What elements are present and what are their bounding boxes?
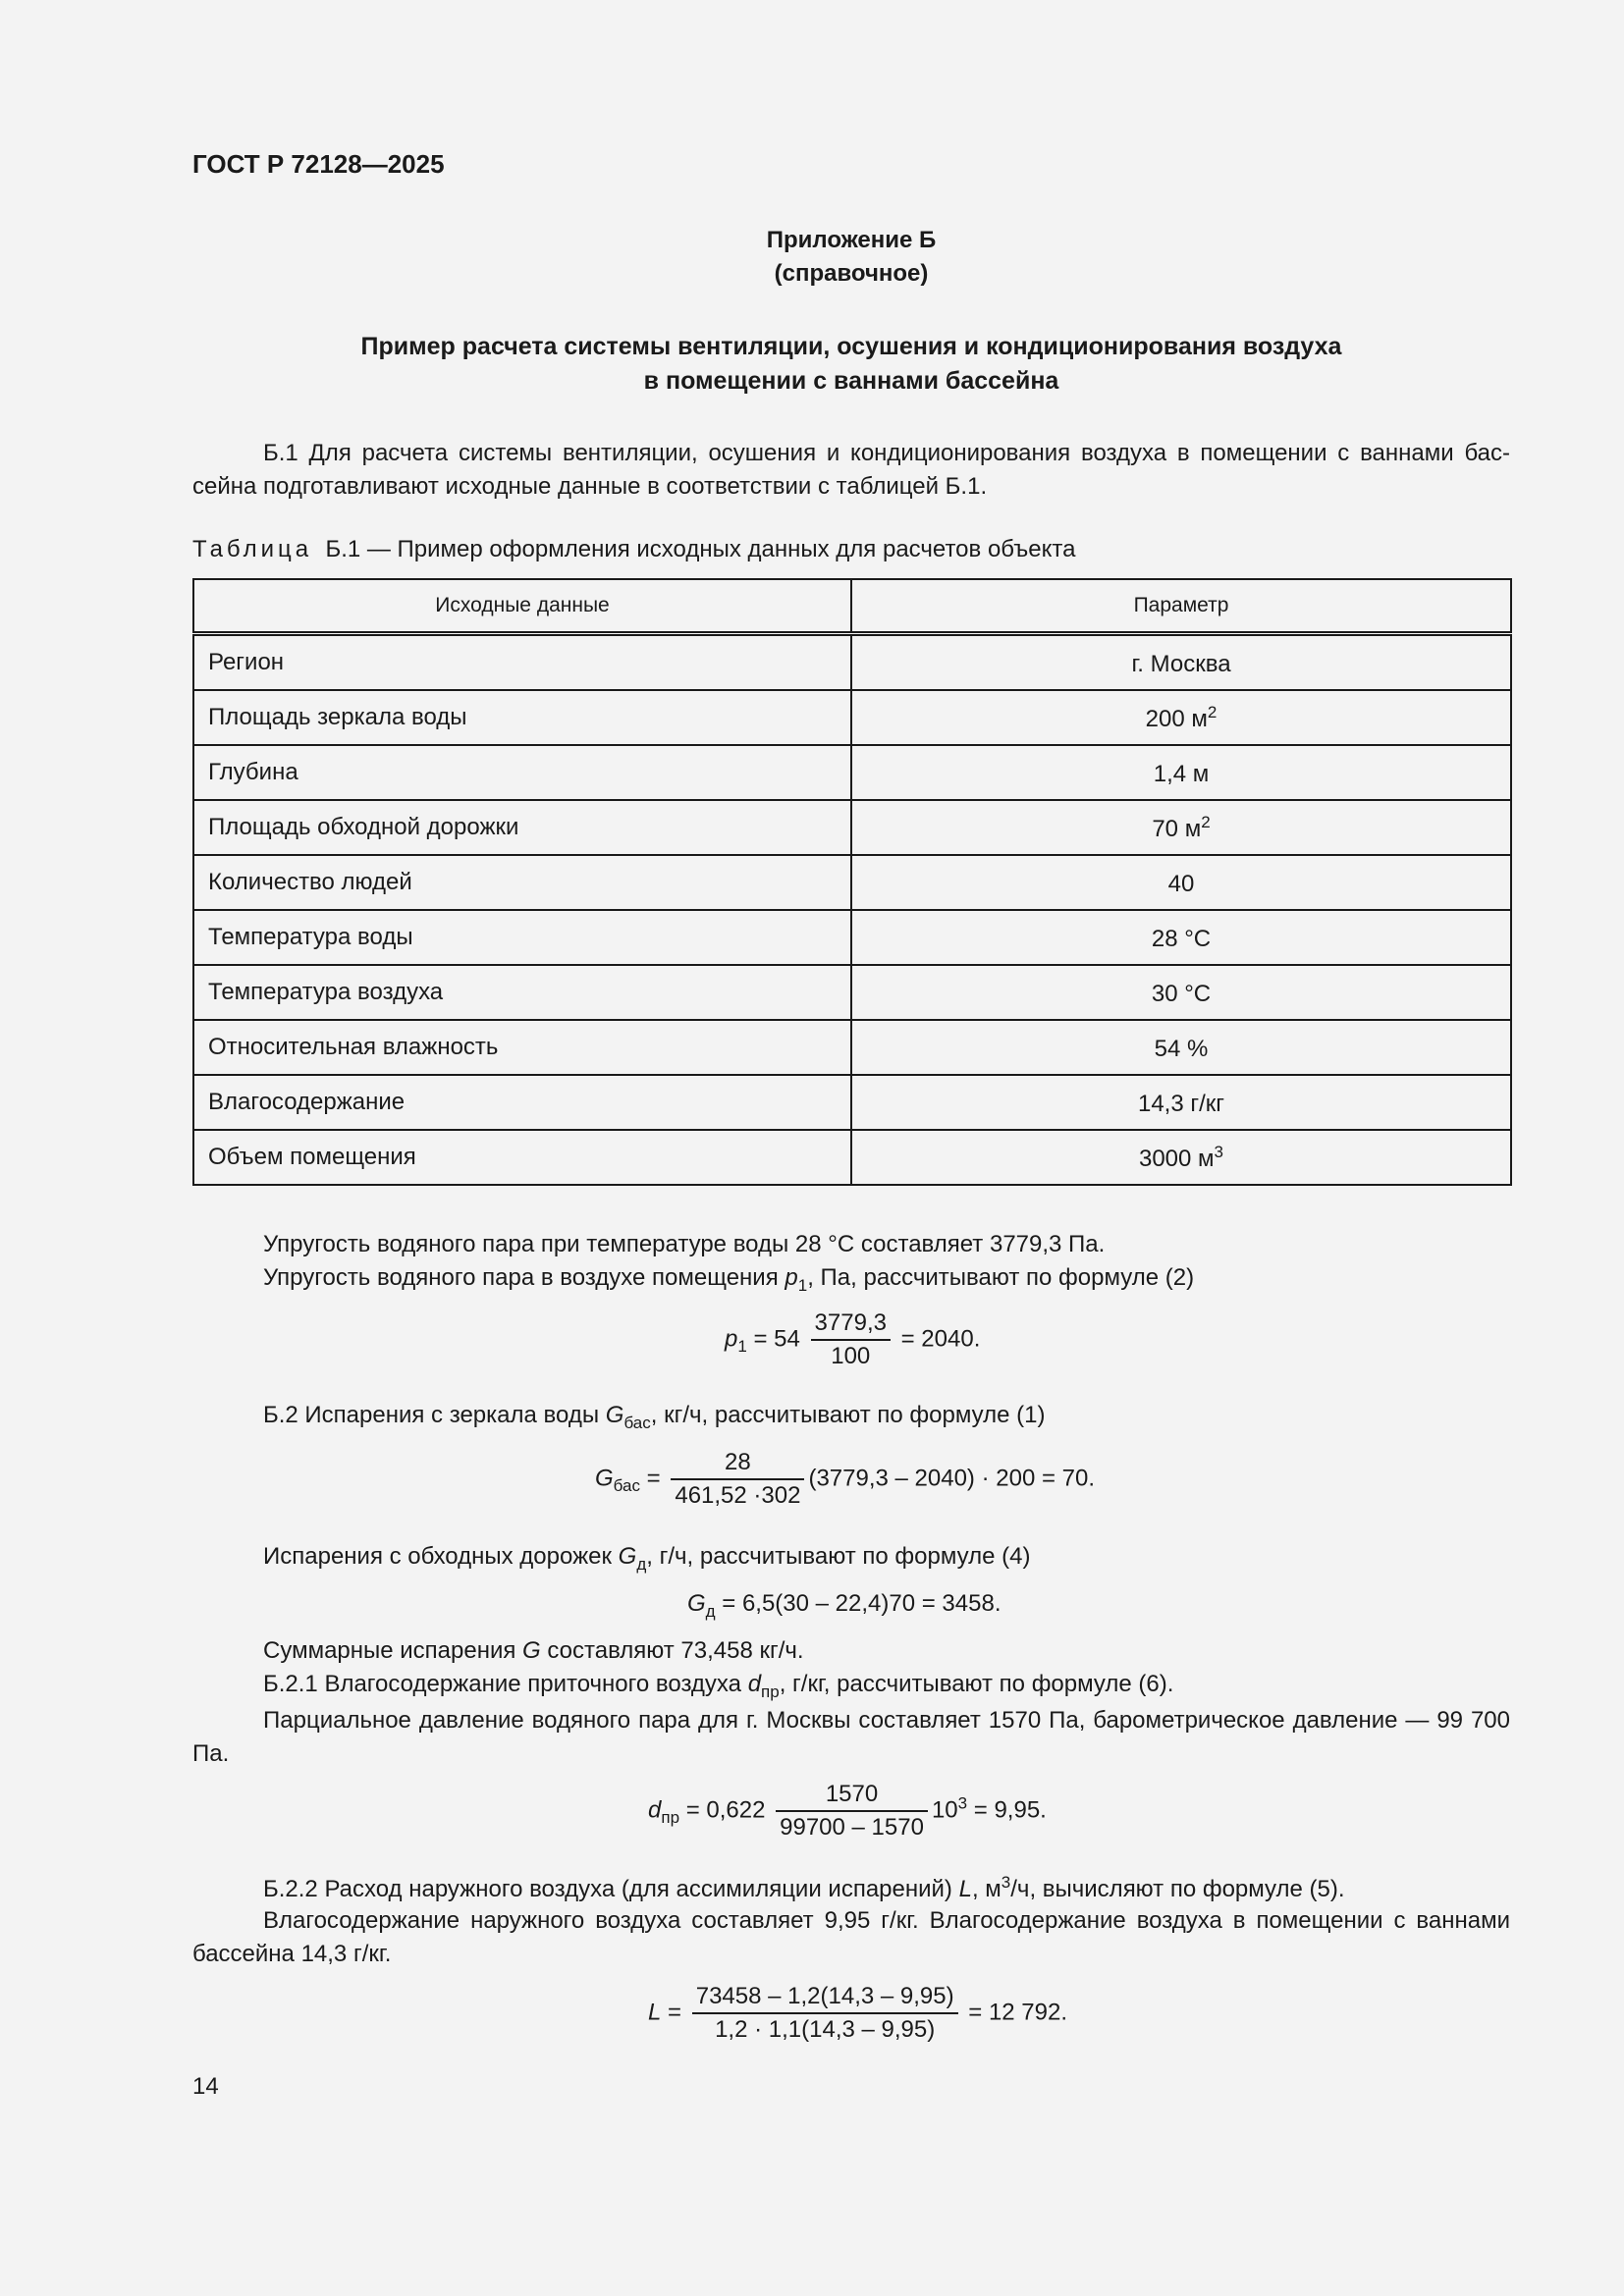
formula-d-pr: $d_{пр} = 0,622$ $\frac{1570}{99700 - 1570}$ $10^3 = 9,95$. bbox=[648, 1779, 1047, 1843]
row-name: Объем помещения bbox=[193, 1130, 851, 1185]
appendix-heading-line2: в помещении с ваннами бассейна bbox=[643, 367, 1059, 395]
table-row bbox=[193, 1020, 1511, 1075]
total-evaporation-text: Суммарные испарения G составляют 73,458 кг/ч. bbox=[263, 1637, 804, 1664]
document-number: ГОСТ Р 72128—2025 bbox=[192, 149, 445, 179]
table-caption-word: Таблица bbox=[192, 536, 313, 562]
row-name: Регион bbox=[193, 634, 851, 691]
table-row bbox=[193, 855, 1511, 910]
vapor-pressure-air-text: Упругость водяного пара в воздухе помещения $p_1$, Па, рассчитывают по формуле (2) bbox=[263, 1264, 1195, 1295]
row-value: 14,3 г/кг bbox=[851, 1075, 1511, 1130]
row-value: 70 $м^2$ bbox=[851, 800, 1511, 855]
partial-pressure-paragraph: Парциальное давление водяного пара для г. Москвы составляет 1570 Па, барометрическое давление — 99 700 Па. bbox=[192, 1707, 1510, 1767]
appendix-title: Приложение Б bbox=[766, 227, 937, 253]
source-data-table bbox=[192, 578, 1512, 1186]
row-name: Температура воды bbox=[193, 910, 851, 965]
table-header-row bbox=[193, 579, 1511, 634]
row-name: Глубина bbox=[193, 745, 851, 800]
appendix-type: (справочное) bbox=[774, 260, 929, 287]
fraction: $\frac{73458 - 1,2(14,3 - 9,95)}{1,2 \cdot 1,1(14,3 - 9,95)}$ bbox=[692, 1981, 958, 2046]
table-row bbox=[193, 965, 1511, 1020]
row-name: Количество людей bbox=[193, 855, 851, 910]
row-name: Температура воздуха bbox=[193, 965, 851, 1020]
fraction: $\frac{1570}{99700 - 1570}$ bbox=[776, 1779, 928, 1843]
row-value: 200 $м^2$ bbox=[851, 690, 1511, 745]
table-row bbox=[193, 745, 1511, 800]
row-value: г. Москва bbox=[851, 634, 1511, 691]
moisture-content-paragraph: Влагосодержание наружного воздуха составляет 9,95 г/кг. Влагосодержание воздуха в помещении с ваннами бассейна 14,3 г/кг. bbox=[192, 1907, 1510, 1967]
section-b22-text: Б.2.2 Расход наружного воздуха (для ассимиляции испарений) L, $м^3/ч$, вычисляют по формуле (5). bbox=[263, 1873, 1345, 1902]
table-row bbox=[193, 910, 1511, 965]
formula-g-d: $G_д = 6,5(30 - 22,4)70 = 3458$. bbox=[687, 1590, 1001, 1621]
column-header-parameter: Параметр bbox=[851, 579, 1511, 634]
row-value: 3000 $м^3$ bbox=[851, 1130, 1511, 1185]
appendix-heading-line1: Пример расчета системы вентиляции, осушения и кондиционирования воздуха bbox=[360, 333, 1342, 360]
vapor-pressure-water-text: Упругость водяного пара при температуре воды 28 °C составляет 3779,3 Па. bbox=[263, 1231, 1106, 1257]
table-row bbox=[193, 1075, 1511, 1130]
fraction: $\frac{3779,3}{100}$ bbox=[811, 1308, 891, 1372]
fraction: $\frac{28}{461,52 \cdot 302}$ bbox=[671, 1447, 804, 1512]
formula-l: L = $\frac{73458 - 1,2(14,3 - 9,95)}{1,2 \cdot 1,1(14,3 - 9,95)}$ = 12 792. bbox=[648, 1981, 1067, 2046]
intro-paragraph: Б.1 Для расчета системы вентиляции, осушения и кондиционирования воздуха в помещении с ваннами бассейна подготавливают исходные данные в соответствии с таблицей Б.1. bbox=[192, 440, 1510, 500]
table-row bbox=[193, 1130, 1511, 1185]
table-row bbox=[193, 800, 1511, 855]
page-number: 14 bbox=[192, 2073, 219, 2100]
row-name: Влагосодержание bbox=[193, 1075, 851, 1130]
table-row bbox=[193, 690, 1511, 745]
table-caption-text: Б.1 — Пример оформления исходных данных для расчетов объекта bbox=[325, 536, 1076, 562]
table-row bbox=[193, 634, 1511, 691]
column-header-source-data: Исходные данные bbox=[193, 579, 851, 634]
section-b2-text: Б.2 Испарения с зеркала воды $G_{бас}$, кг/ч, рассчитывают по формуле (1) bbox=[263, 1402, 1046, 1432]
row-name: Площадь обходной дорожки bbox=[193, 800, 851, 855]
row-name: Относительная влажность bbox=[193, 1020, 851, 1075]
row-value: 40 bbox=[851, 855, 1511, 910]
row-value: 1,4 м bbox=[851, 745, 1511, 800]
section-b21-text: Б.2.1 Влагосодержание приточного воздуха $d_{пр}$, г/кг, рассчитывают по формуле (6). bbox=[263, 1671, 1174, 1701]
row-name: Площадь зеркала воды bbox=[193, 690, 851, 745]
table-caption bbox=[192, 536, 1075, 563]
walkway-evaporation-text: Испарения с обходных дорожек $G_д$, г/ч, рассчитывают по формуле (4) bbox=[263, 1543, 1031, 1574]
row-value: 30 °C bbox=[851, 965, 1511, 1020]
formula-g-bas: $G_{бас}$ = $\frac{28}{461,52 \cdot 302}$ (3779,3 – 2040) · 200 = 70. bbox=[595, 1447, 1095, 1512]
row-value: 54 % bbox=[851, 1020, 1511, 1075]
formula-p1: $p_1 = 54$ $\frac{3779,3}{100}$ = 2040. bbox=[725, 1308, 980, 1372]
row-value: 28 °C bbox=[851, 910, 1511, 965]
